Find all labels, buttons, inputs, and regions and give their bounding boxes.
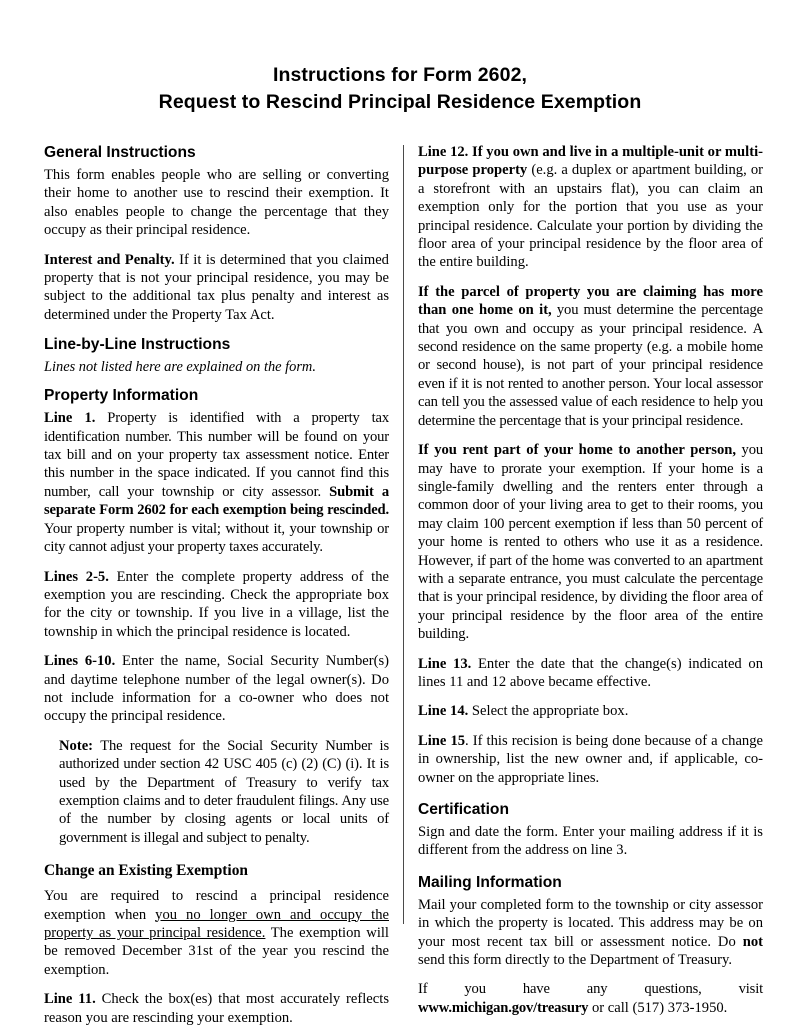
- text-questions-a: If you have any questions, visit: [418, 981, 763, 998]
- heading-mailing-information: Mailing Information: [418, 873, 562, 891]
- note-social-security-number: [44, 737, 389, 847]
- paragraph-change-exemption: [44, 887, 389, 979]
- text-note: The request for the Social Security Number is authorized under section 42 USC 405 (c) (2) (C) (i). It is used by the Department of Treasury to verify tax exemption claims and to deter fraudulent filings. Any use of the number by closing agents or local units of government is illegal and subject to penalty.: [59, 737, 389, 846]
- text-change-b: The exemption will be removed December 31st of the year you rescind the exemption.: [44, 925, 389, 978]
- title-line-2: Request to Rescind Principal Residence Exemption: [158, 91, 642, 113]
- paragraph-line-14: [418, 702, 763, 720]
- label-line-11: Line 11.: [44, 991, 96, 1008]
- text-line-13: Enter the date that the change(s) indicated on lines 11 and 12 above became effective.: [418, 655, 763, 690]
- text-rent: you may have to prorate your exemption. If your home is a single-family dwelling and the renters enter through a common door of your living area to get to their rooms, you may claim 100 percent exemption if less than 50 percent of your home is rented to others who use it as a residence. However, if part of the home was converted to an apartment with a separate entrance, you must calculate the percentage that is your principal residence, by dividing the floor area of your principal residence by the floor area of the entire building.: [418, 442, 763, 643]
- text-interest-and-penalty: If it is determined that you claimed property that is not your principal residence, you may be subject to the additional tax plus penalty and interest as determined under the Property Tax Act.: [44, 251, 389, 323]
- label-lines-6-10: Lines 6-10.: [44, 653, 116, 670]
- text-line-14: Select the appropriate box.: [468, 703, 629, 720]
- right-column: [418, 143, 763, 1017]
- text-change-underlined: you no longer own and occupy the property as your principal residence.: [44, 906, 389, 941]
- text-line-12: (e.g. a duplex or apartment building, or a storefront with an upstairs flat), you can claim an exemption only for the portion that you use as your principal residence. Calculate your portion by dividing the floor area of your principal residence by the floor area of the entire building.: [418, 162, 763, 271]
- label-parcel-bold: If the parcel of property you are claiming has more than one home on it,: [418, 283, 763, 319]
- heading-change-existing-exemption: Change an Existing Exemption: [44, 862, 248, 880]
- text-lines-2-5: Enter the complete property address of the exemption you are rescinding. Check the appropriate box for the city or township. If you live in a village, list the township in which the principal residence is located.: [44, 568, 390, 640]
- label-line-14: Line 14.: [418, 703, 469, 720]
- subtitle-lines-not-listed: Lines not listed here are explained on the form.: [44, 359, 316, 376]
- paragraph-certification: Sign and date the form. Enter your mailing address if it is different from the address on line 3.: [418, 824, 763, 859]
- paragraph-mailing-information: [418, 896, 763, 970]
- label-rent-bold: If you rent part of your home to another person,: [418, 442, 737, 459]
- heading-certification: Certification: [418, 801, 509, 818]
- label-note: Note:: [59, 737, 94, 754]
- paragraph-interest-and-penalty: [44, 251, 389, 325]
- text-mailing-not: not: [742, 933, 763, 950]
- paragraph-questions-contact: [418, 980, 763, 1017]
- title-line-1: Instructions for Form 2602,: [272, 64, 528, 86]
- label-line-15: Line 15: [418, 732, 466, 749]
- text-line-1-c: Your property number is vital; without it, your township or city cannot adjust your property taxes accurately.: [44, 520, 389, 556]
- heading-property-information: Property Information: [44, 387, 199, 405]
- text-line-1-bold: Submit a separate Form 2602 for each exemption being rescinded.: [44, 483, 389, 519]
- paragraph-lines-6-10: [44, 652, 389, 726]
- two-column-body: [0, 143, 800, 1027]
- label-lines-2-5: Lines 2-5.: [44, 568, 109, 585]
- label-line-13: Line 13.: [418, 655, 472, 672]
- label-line-12: Line 12. If you own and live in a multiple-unit or multi-purpose property: [418, 144, 763, 179]
- left-column: [44, 143, 389, 1027]
- paragraph-line-1: [44, 409, 389, 556]
- text-line-1-a: Property is identified with a property tax identification number. This number will be found on your tax bill and on your property tax assessment notice. Enter this number in the space indicated. If you cannot find this number, call your township or city assessor.: [44, 410, 389, 500]
- text-mailing-a: Mail your completed form to the township or city assessor in which the property is located. This address may be on your most recent tax bill or assessment notice. Do: [418, 896, 763, 950]
- paragraph-line-13: [418, 655, 763, 692]
- paragraph-rent-part-of-home: [418, 441, 763, 643]
- column-divider: [403, 145, 404, 924]
- text-questions-b: or call (517) 373-1950.: [588, 999, 728, 1016]
- label-line-1: Line 1.: [44, 410, 96, 427]
- text-parcel: you must determine the percentage that you own and occupy as your principal residence. A second residence on the same property (e.g. a mobile home or second house), is not part of your principal residence even if it is not rented to another person. Your local assessor can tell you the assessed value of each residence to help you determine the percentage that is your principal residence.: [418, 302, 763, 429]
- text-line-15: . If this recision is being done because of a change in ownership, list the new owner and, if applicable, co-owner on the appropriate lines.: [418, 732, 763, 786]
- paragraph-general-intro: This form enables people who are selling or converting their home to another use to rescind their exemption. It also enables people to change the percentage that they occupy as their principal residence.: [44, 167, 389, 239]
- text-change-a: You are required to rescind a principal residence exemption when: [44, 888, 389, 923]
- paragraph-line-15: [418, 732, 763, 787]
- paragraph-lines-2-5: [44, 568, 389, 642]
- heading-general-instructions: General Instructions: [44, 144, 196, 161]
- paragraph-line-11: [44, 990, 389, 1027]
- treasury-website-url: www.michigan.gov/treasury: [418, 999, 589, 1016]
- label-interest-and-penalty: Interest and Penalty.: [44, 251, 175, 268]
- paragraph-parcel-more-than-one-home: [418, 283, 763, 430]
- text-mailing-b: send this form directly to the Department of Treasury.: [418, 952, 732, 969]
- text-lines-6-10: Enter the name, Social Security Number(s) and daytime telephone number of the legal owner(s). Do not include information for a co-owner who does not occupy the principal residence.: [44, 653, 389, 725]
- paragraph-line-12: [418, 143, 763, 272]
- heading-line-by-line-instructions: Line-by-Line Instructions: [44, 336, 231, 354]
- text-line-11: Check the box(es) that most accurately reflects reason you are rescinding your exemption.: [44, 991, 390, 1026]
- page-title: [40, 0, 760, 116]
